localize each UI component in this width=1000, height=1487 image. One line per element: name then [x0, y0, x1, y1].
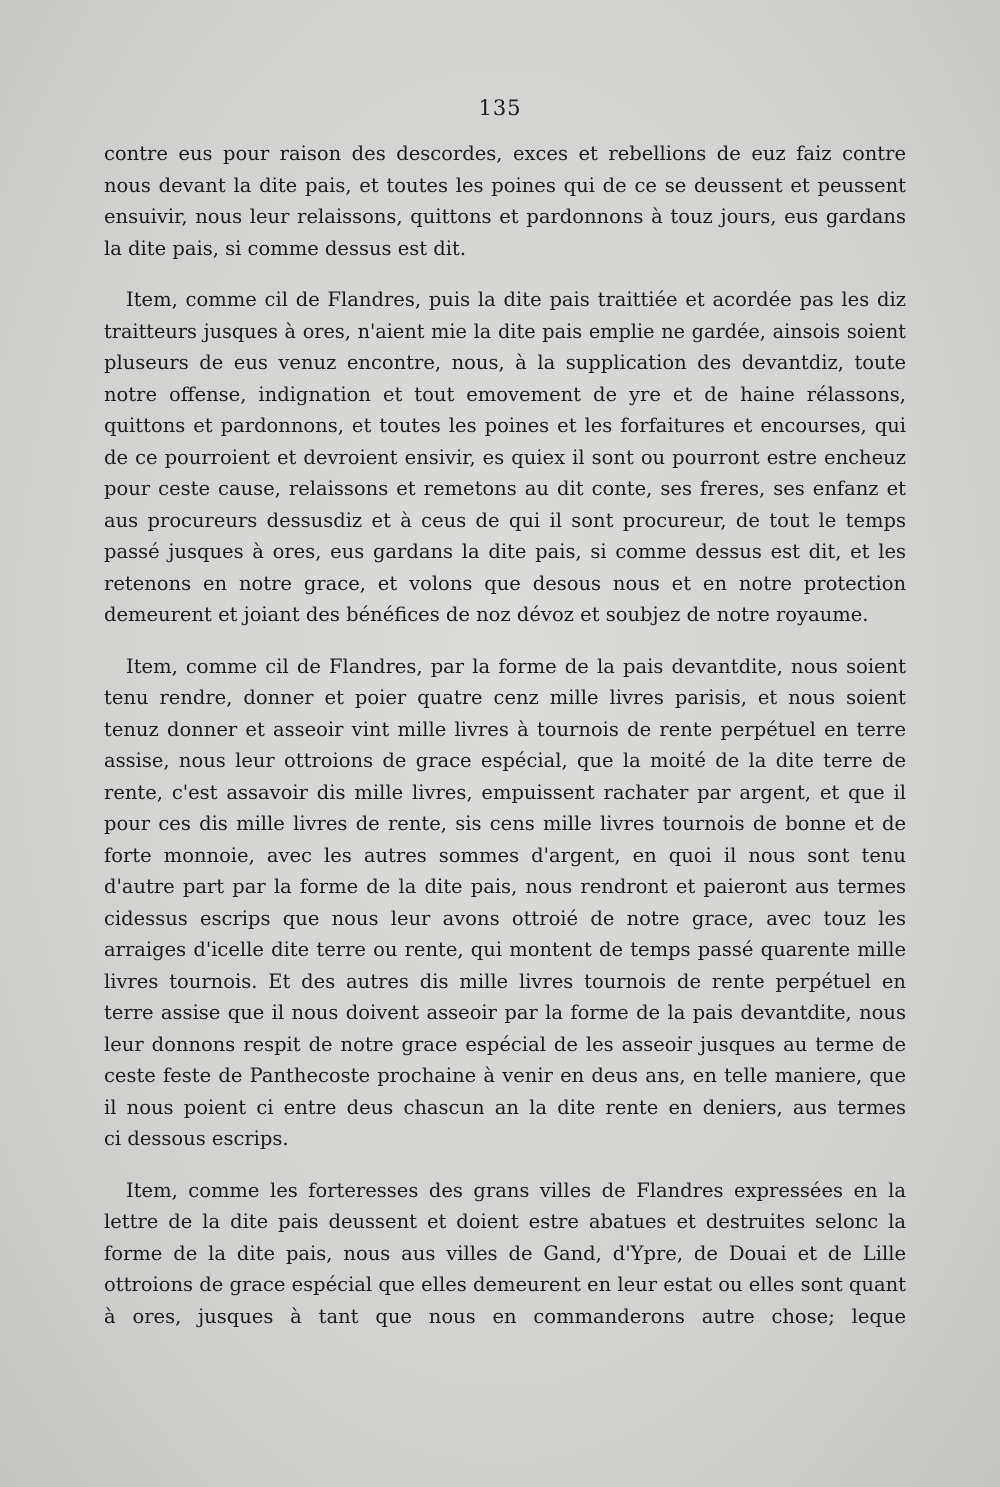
text-line: forme de la dite pais, nous aus villes de Gand, d'Ypre, de Douai et de Lille: [104, 1241, 906, 1265]
text-line: pour ces dis mille livres de rente, sis cens mille livres tournois de bonne et de: [104, 812, 906, 835]
text-line: Item, comme cil de Flandres, par la forme de la pais devantdite, nous soient: [126, 654, 906, 678]
text-line: traitteurs jusques à ores, n'aient mie la dite pais emplie ne gardée, ainsois soient: [104, 319, 906, 343]
text-line: arraiges d'icelle dite terre ou rente, qui montent de temps passé quarente mille: [104, 938, 906, 961]
text-line: leur donnons respit de notre grace espécial de les asseoir jusques au terme de: [104, 1032, 906, 1056]
text-line: notre offense, indignation et tout emovement de yre et de haine rélassons,: [104, 382, 906, 406]
paragraph: [104, 651, 906, 1155]
text-line: pluseurs de eus venuz encontre, nous, à la supplication des devantdiz, toute: [104, 351, 906, 374]
text-line: aus procureurs dessusdiz et à ceus de qui il sont procureur, de tout le temps: [104, 508, 906, 532]
text-line: livres tournois. Et des autres dis mille livres tournois de rente perpétuel en: [104, 969, 906, 993]
text-line: assise, nous leur ottroions de grace espécial, que la moité de la dite terre de: [104, 749, 906, 772]
text-line: passé jusques à ores, eus gardans la dite pais, si comme dessus est dit, et les: [104, 540, 906, 563]
paragraph: [104, 138, 906, 264]
text-line: ci dessous escrips.: [104, 1127, 289, 1150]
text-line: quittons et pardonnons, et toutes les poines et les forfaitures et encourses, qui: [104, 414, 906, 437]
text-line: la dite pais, si comme dessus est dit.: [104, 236, 467, 260]
text-line: tenuz donner et asseoir vint mille livres à tournois de rente perpétuel en terre: [104, 717, 906, 741]
text-line: cidessus escrips que nous leur avons ottroié de notre grace, avec touz les: [104, 906, 906, 930]
text-line: Item, comme cil de Flandres, puis la dite pais traittiée et acordée pas les diz: [126, 288, 906, 311]
text-line: à ores, jusques à tant que nous en commanderons autre chose; leque: [104, 1304, 906, 1328]
text-line: ensuivir, nous leur relaissons, quittons et pardonnons à touz jours, eus gardans: [104, 205, 906, 228]
text-line: tenu rendre, donner et poier quatre cenz mille livres parisis, et nous soient: [104, 686, 906, 709]
text-line: d'autre part par la forme de la dite pais, nous rendront et paieront aus termes: [104, 875, 906, 898]
paragraph: [104, 1175, 906, 1333]
text-line: de ce pourroient et devroient ensivir, es quiex il sont ou pourront estre encheuz: [104, 445, 906, 469]
text-line: forte monnoie, avec les autres sommes d'argent, en quoi il nous sont tenu: [104, 843, 906, 867]
text-line: ottroions de grace espécial que elles demeurent en leur estat ou elles sont quant: [104, 1273, 906, 1296]
body-text: [104, 138, 906, 1352]
text-line: ceste feste de Panthecoste prochaine à venir en deus ans, en telle maniere, que: [104, 1064, 906, 1087]
text-line: Item, comme les forteresses des grans villes de Flandres expressées en la: [126, 1178, 906, 1202]
text-line: lettre de la dite pais deussent et doient estre abatues et destruites selonc la: [104, 1210, 906, 1233]
page-number: 135: [478, 96, 522, 120]
text-line: contre eus pour raison des descordes, exces et rebellions de euz faiz contre: [104, 142, 906, 165]
text-line: nous devant la dite pais, et toutes les poines qui de ce se deussent et peussent: [104, 173, 906, 197]
text-line: demeurent et joiant des bénéfices de noz dévoz et soubjez de notre royaume.: [104, 603, 869, 626]
text-line: terre assise que il nous doivent asseoir par la forme de la pais devantdite, nous: [104, 1001, 906, 1024]
text-line: pour ceste cause, relaissons et remetons au dit conte, ses freres, ses enfanz et: [104, 477, 906, 500]
text-line: rente, c'est assavoir dis mille livres, empuissent rachater par argent, et que il: [104, 780, 906, 804]
paragraph: [104, 284, 906, 631]
text-line: il nous poient ci entre deus chascun an la dite rente en deniers, aus termes: [104, 1095, 906, 1119]
text-line: retenons en notre grace, et volons que desous nous et en notre protection: [104, 571, 906, 595]
